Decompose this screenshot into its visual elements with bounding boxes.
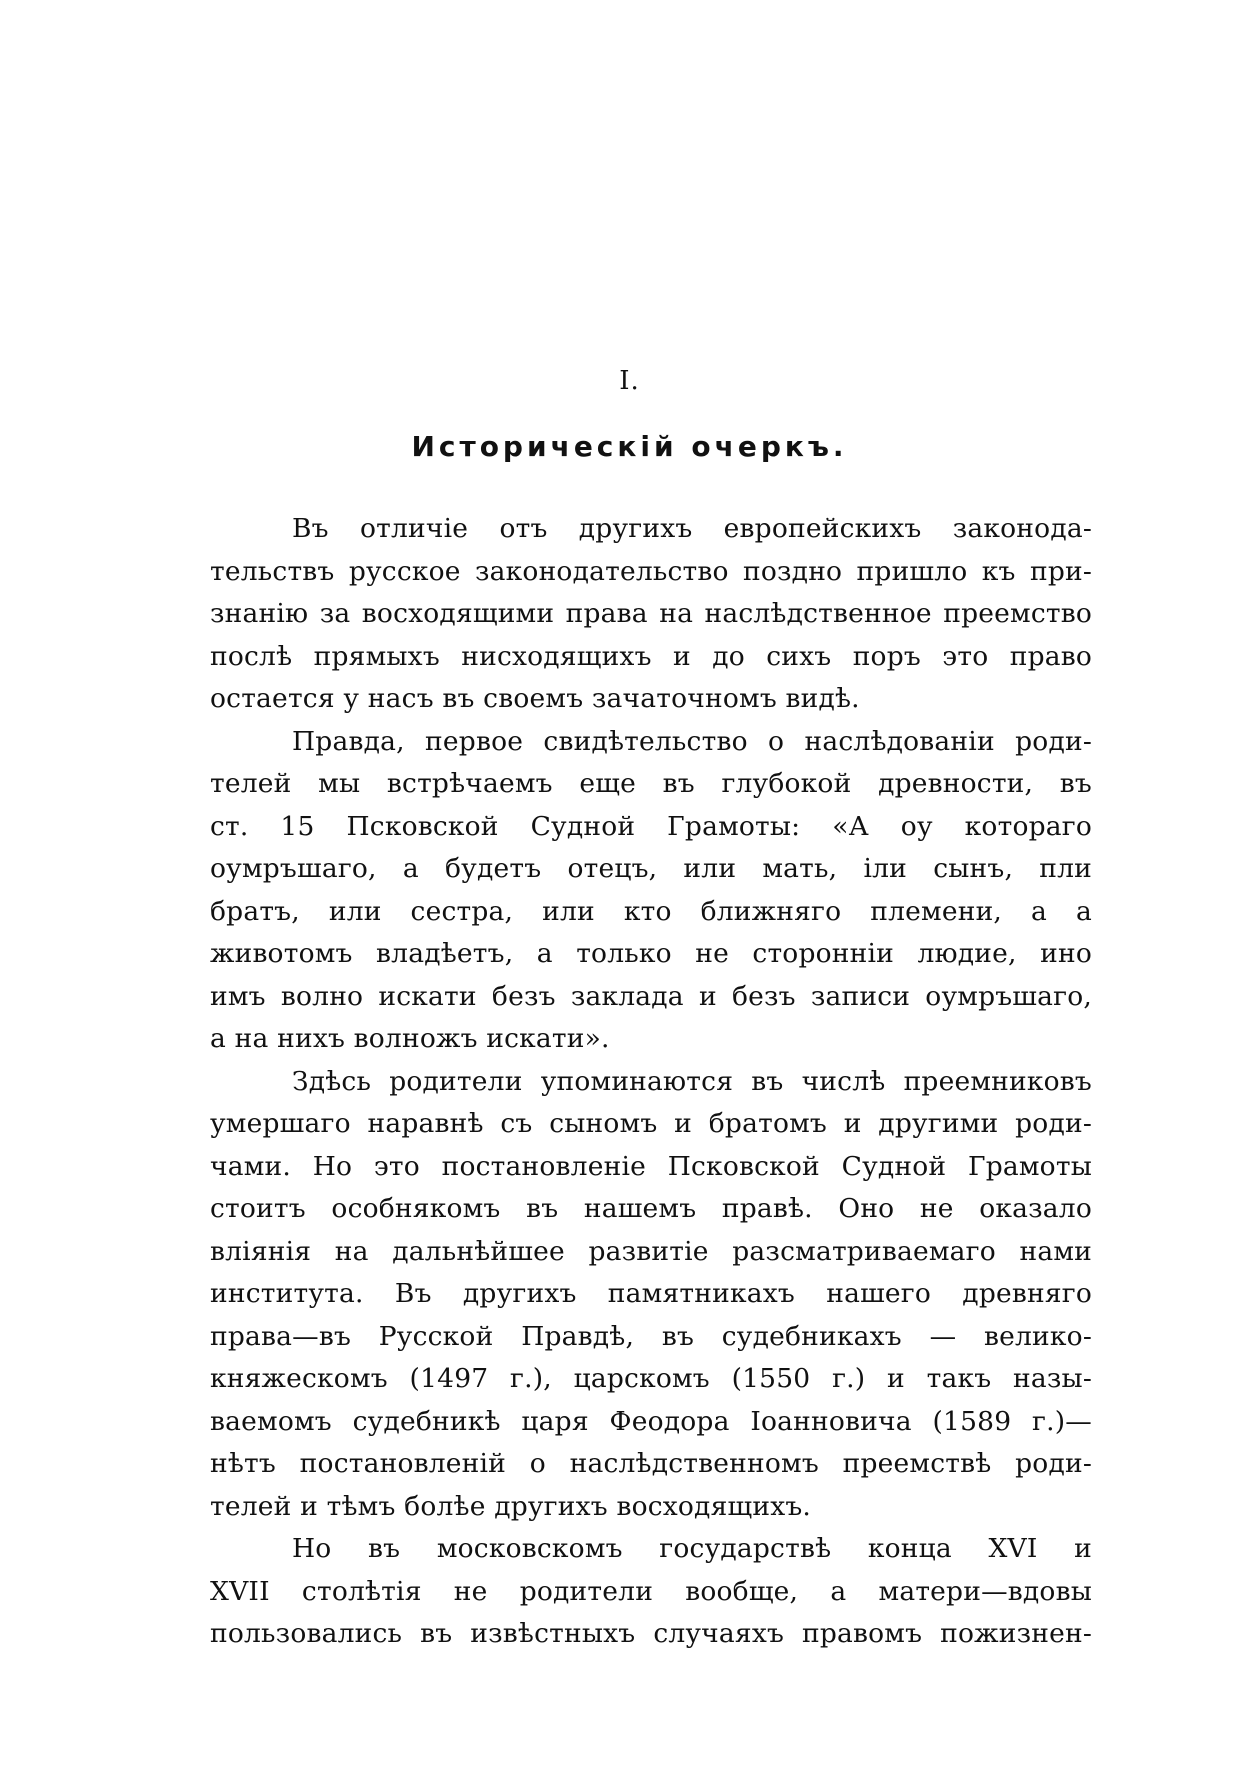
text-line: остается у насъ въ своемъ зачаточномъ видѣ.	[210, 683, 860, 714]
text-line: нѣтъ постановленій о наслѣдственномъ преемствѣ роди-	[210, 1448, 1092, 1479]
text-line: пользовались въ извѣстныхъ случаяхъ правомъ пожизнен-	[210, 1618, 1092, 1649]
text-line: знанію за восходящими права на наслѣдственное преемство	[210, 598, 1092, 629]
text-line: Правда, первое свидѣтельство о наслѣдованіи роди-	[292, 725, 1092, 757]
chapter-number: I.	[619, 366, 640, 396]
text-line: имъ волно искати безъ заклада и безъ записи оумръшаго,	[210, 980, 1092, 1012]
text-line: княжескомъ (1497 г.), царскомъ (1550 г.) и такъ назы-	[210, 1363, 1092, 1394]
text-line: тельствъ русское законодательство поздно пришло къ при-	[210, 555, 1092, 587]
text-line: Въ отличіе отъ другихъ европейскихъ законода-	[292, 513, 1092, 544]
chapter-title: Историческій очеркъ.	[411, 430, 848, 463]
body-text	[210, 508, 1092, 1656]
text-line: умершаго наравнѣ съ сыномъ и братомъ и другими роди-	[210, 1108, 1092, 1139]
text-line: стоитъ особнякомъ въ нашемъ правѣ. Оно не оказало	[210, 1193, 1092, 1224]
text-line: ст. 15 Псковской Судной Грамоты: «А оу котораго	[210, 810, 1092, 842]
text-line: Здѣсь родители упоминаются въ числѣ преемниковъ	[292, 1065, 1092, 1097]
text-line: ваемомъ судебникѣ царя Феодора Іоанновича (1589 г.)—	[210, 1405, 1092, 1437]
text-line: послѣ прямыхъ нисходящихъ и до сихъ поръ это право	[210, 640, 1092, 672]
text-line: а на нихъ волножъ искати».	[210, 1023, 610, 1054]
text-line: Но въ московскомъ государствѣ конца XVI и	[292, 1533, 1092, 1564]
text-line: братъ, или сестра, или кто ближняго племени, а а	[210, 895, 1092, 927]
text-line: чами. Но это постановленіе Псковской Судной Грамоты	[210, 1150, 1092, 1182]
text-line: вліянія на дальнѣйшее развитіе разсматриваемаго нами	[210, 1235, 1092, 1267]
text-line: института. Въ другихъ памятникахъ нашего древняго	[210, 1278, 1092, 1309]
text-line: телей и тѣмъ болѣе другихъ восходящихъ.	[210, 1490, 812, 1522]
text-line: XVII столѣтія не родители вообще, а матери—вдовы	[210, 1575, 1092, 1607]
text-line: телей мы встрѣчаемъ еще въ глубокой древности, въ	[210, 768, 1092, 799]
text-line: оумръшаго, а будетъ отецъ, или мать, іли сынъ, пли	[210, 853, 1092, 884]
text-line: животомъ владѣетъ, а только не сторонніи людие, ино	[210, 938, 1092, 969]
text-line: права—въ Русской Правдѣ, въ судебникахъ — велико-	[210, 1320, 1092, 1352]
